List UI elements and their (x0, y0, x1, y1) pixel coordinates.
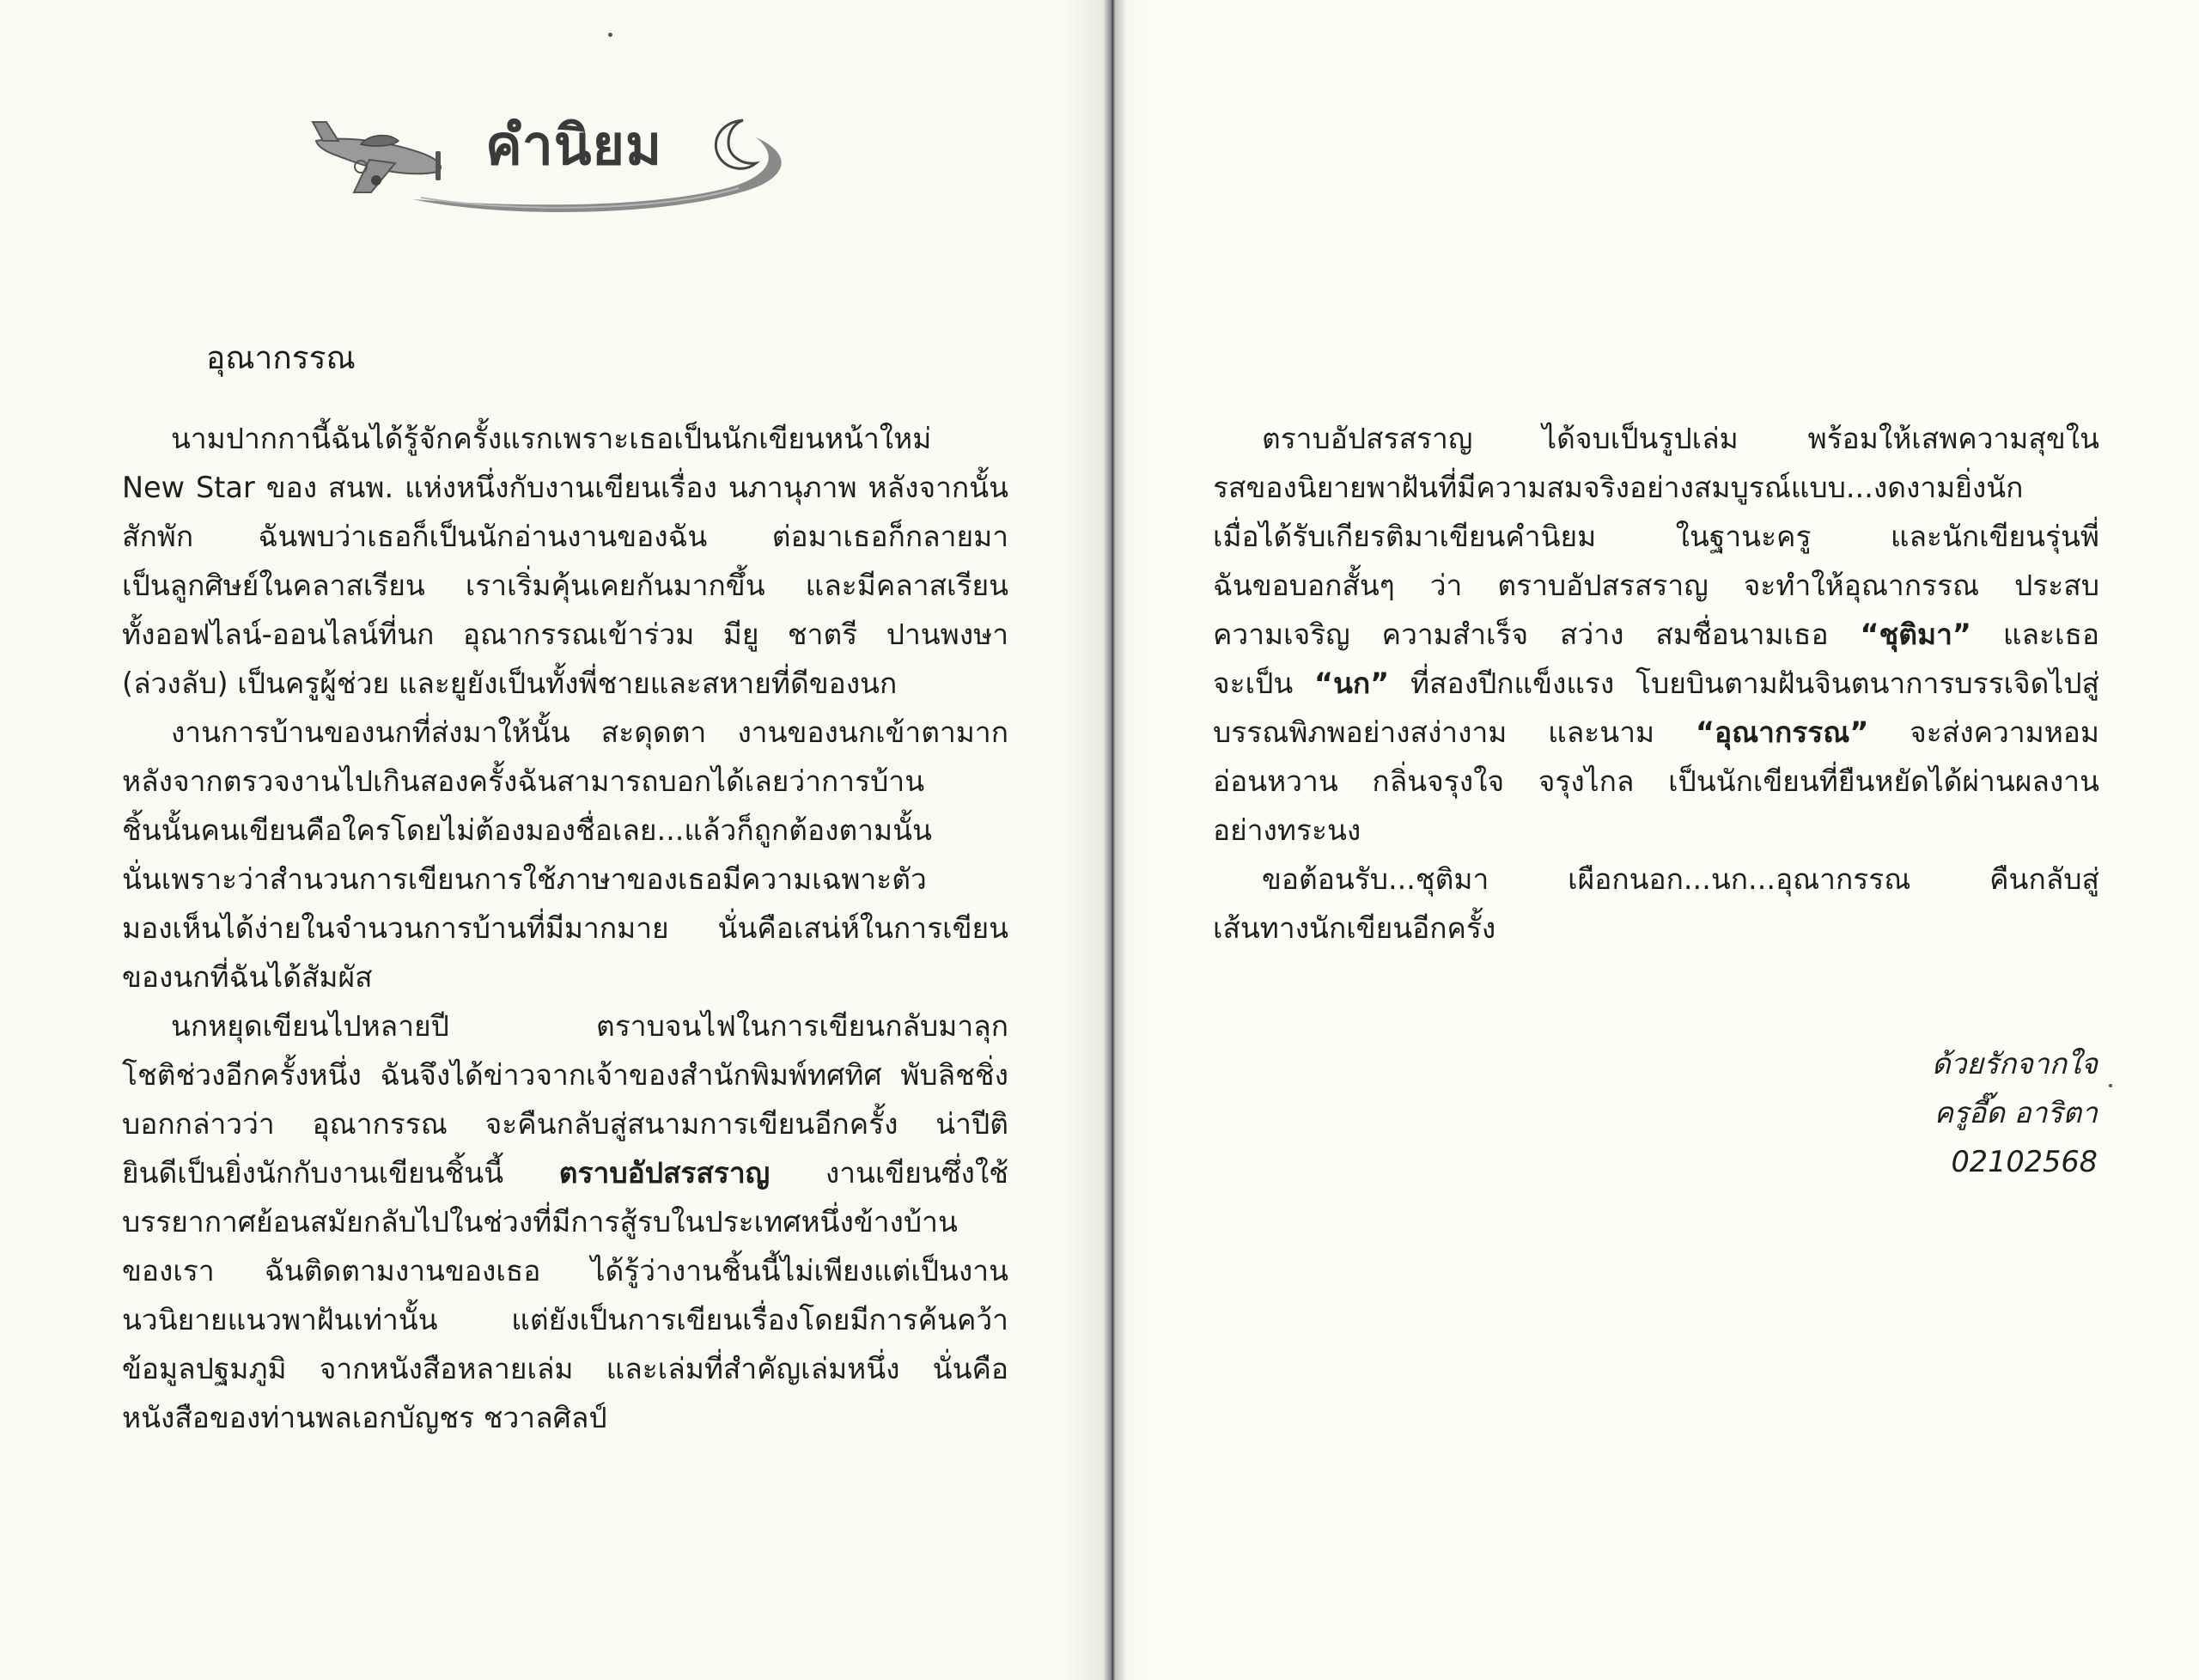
text-line-mixed (1213, 659, 2099, 708)
text-line: ฉันขอบอกสั้นๆ ว่า ตราบอัปสรสราญ จะทำให้อุณากรรณ ประสบ (1213, 569, 2099, 602)
signature-closing: ด้วยรักจากใจ (1931, 1047, 2098, 1080)
text-line: อย่างทระนง (1213, 813, 1361, 847)
text-segment: ความเจริญ ความสำเร็จ สว่าง สมชื่อนามเธอ (1213, 618, 1829, 651)
text-line: เป็นลูกศิษย์ในคลาสเรียน เราเริ่มคุ้นเคยกันมากขึ้น และมีคลาสเรียน (122, 569, 1008, 602)
text-line: มองเห็นได้ง่ายในจำนวนการบ้านที่มีมากมาย นั่นคือเสน่ห์ในการเขียน (122, 911, 1008, 945)
text-line-mixed (122, 1148, 1008, 1197)
text-line: นวนิยายแนวพาฝันเท่านั้น แต่ยังเป็นการเขียนเรื่องโดยมีการค้นคว้า (122, 1303, 1008, 1336)
text-line: นกหยุดเขียนไปหลายปี ตราบจนไฟในการเขียนกลับมาลุก (170, 1009, 1008, 1043)
text-line: รสของนิยายพาฝันที่มีความสมจริงอย่างสมบูรณ์แบบ...งดงามยิ่งนัก (1213, 471, 2024, 504)
text-line: (ล่วงลับ) เป็นครูผู้ช่วย และยูยังเป็นทั้งพี่ชายและสหายที่ดีของนก (122, 667, 898, 700)
text-line: New Star ของ สนพ. แห่งหนึ่งกับงานเขียนเรื่อง นภานุภาพ หลังจากนั้น (122, 471, 1008, 504)
text-line: ของเรา ฉันติดตามงานของเธอ ได้รู้ว่างานชิ้นนี้ไม่เพียงแต่เป็นงาน (122, 1254, 1008, 1287)
text-line: โชติช่วงอีกครั้งหนึ่ง ฉันจึงได้ข่าวจากเจ้าของสำนักพิมพ์ทศทิศ พับลิชชิ่ง (122, 1058, 1008, 1092)
name-bold: “ชุติมา” (1860, 618, 1971, 651)
text-line: ชิ้นนั้นคนเขียนคือใครโดยไม่ต้องมองชื่อเลย...แล้วก็ถูกต้องตามนั้น (122, 813, 932, 847)
text-line: บรรยากาศย้อนสมัยกลับไปในช่วงที่มีการสู้รบในประเทศหนึ่งข้างบ้าน (122, 1205, 958, 1239)
signature-name: ครูอี๊ด อาริตา (1934, 1096, 2098, 1129)
crescent-moon-icon (716, 120, 756, 168)
text-segment: จะส่งความหอม (1910, 715, 2099, 749)
text-line: เส้นทางนักเขียนอีกครั้ง (1213, 911, 1496, 945)
text-line: งานการบ้านของนกที่ส่งมาให้นั้น สะดุดตา งานของนกเข้าตามาก (170, 715, 1008, 749)
nickname-bold: “นก” (1313, 667, 1390, 700)
text-segment: และเธอ (2002, 618, 2100, 651)
left-body-text (122, 414, 1008, 1442)
text-line: นามปากกานี้ฉันได้รู้จักครั้งแรกเพราะเธอเป็นนักเขียนหน้าใหม่ (170, 422, 932, 455)
text-line-mixed (1213, 610, 2099, 659)
signature-date: 02102568 (1951, 1145, 2098, 1178)
text-line: บอกกล่าวว่า อุณากรรณ จะคืนกลับสู่สนามการเขียนอีกครั้ง น่าปีติ (122, 1107, 1008, 1141)
text-line-mixed (1213, 708, 2099, 757)
text-line: นั่นเพราะว่าสำนวนการเขียนการใช้ภาษาของเธอมีความเฉพาะตัว (122, 862, 927, 896)
airplane-icon (313, 122, 441, 192)
signature-block (1932, 1039, 2098, 1186)
page-title: คำนิยม (485, 114, 663, 178)
text-segment: จะเป็น (1213, 667, 1294, 700)
text-line: ขอต้อนรับ...ชุติมา เผือกนอก...นก...อุณากรรณ คืนกลับสู่ (1261, 862, 2099, 896)
text-segment: ที่สองปีกแข็งแรง โบยบินตามฝันจินตนาการบรรเจิดไปสู่ (1410, 667, 2099, 700)
text-segment: งานเขียนซึ่งใช้ (825, 1156, 1009, 1190)
speck (2109, 1084, 2112, 1087)
right-body-text (1213, 414, 2099, 953)
text-line: สักพัก ฉันพบว่าเธอก็เป็นนักอ่านงานของฉัน ต่อมาเธอก็กลายมา (122, 520, 1008, 553)
text-line: ตราบอัปสรสราญ ได้จบเป็นรูปเล่ม พร้อมให้เสพความสุขใน (1261, 422, 2099, 455)
text-line: หนังสือของท่านพลเอกบัญชร ชวาลศิลป์ (122, 1401, 607, 1434)
text-segment: บรรณพิภพอย่างสง่างาม และนาม (1213, 715, 1655, 749)
section-subheading: อุณากรรณ (206, 339, 356, 376)
book-title-bold: ตราบอัปสรสราญ (558, 1156, 771, 1190)
text-line: เมื่อได้รับเกียรติมาเขียนคำนิยม ในฐานะครู และนักเขียนรุ่นพี่ (1213, 520, 2099, 553)
text-segment: ยินดีเป็นยิ่งนักกับงานเขียนชิ้นนี้ (122, 1156, 504, 1190)
speck (608, 33, 612, 37)
text-line: ทั้งออฟไลน์-ออนไลน์ที่นก อุณากรรณเข้าร่วม มียู ชาตรี ปานพงษา (122, 618, 1008, 651)
pen-name-bold: “อุณากรรณ” (1695, 715, 1869, 749)
text-line: หลังจากตรวจงานไปเกินสองครั้งฉันสามารถบอกได้เลยว่าการบ้าน (122, 764, 925, 798)
text-line: ของนกที่ฉันได้สัมผัส (122, 960, 373, 994)
text-line: อ่อนหวาน กลิ่นจรุงใจ จรุงไกล เป็นนักเขียนที่ยืนหยัดได้ผ่านผลงาน (1213, 764, 2099, 798)
book-gutter (1065, 0, 1160, 1680)
text-line: ข้อมูลปฐมภูมิ จากหนังสือหลายเล่ม และเล่มที่สำคัญเล่มหนึ่ง นั่นคือ (122, 1352, 1008, 1385)
